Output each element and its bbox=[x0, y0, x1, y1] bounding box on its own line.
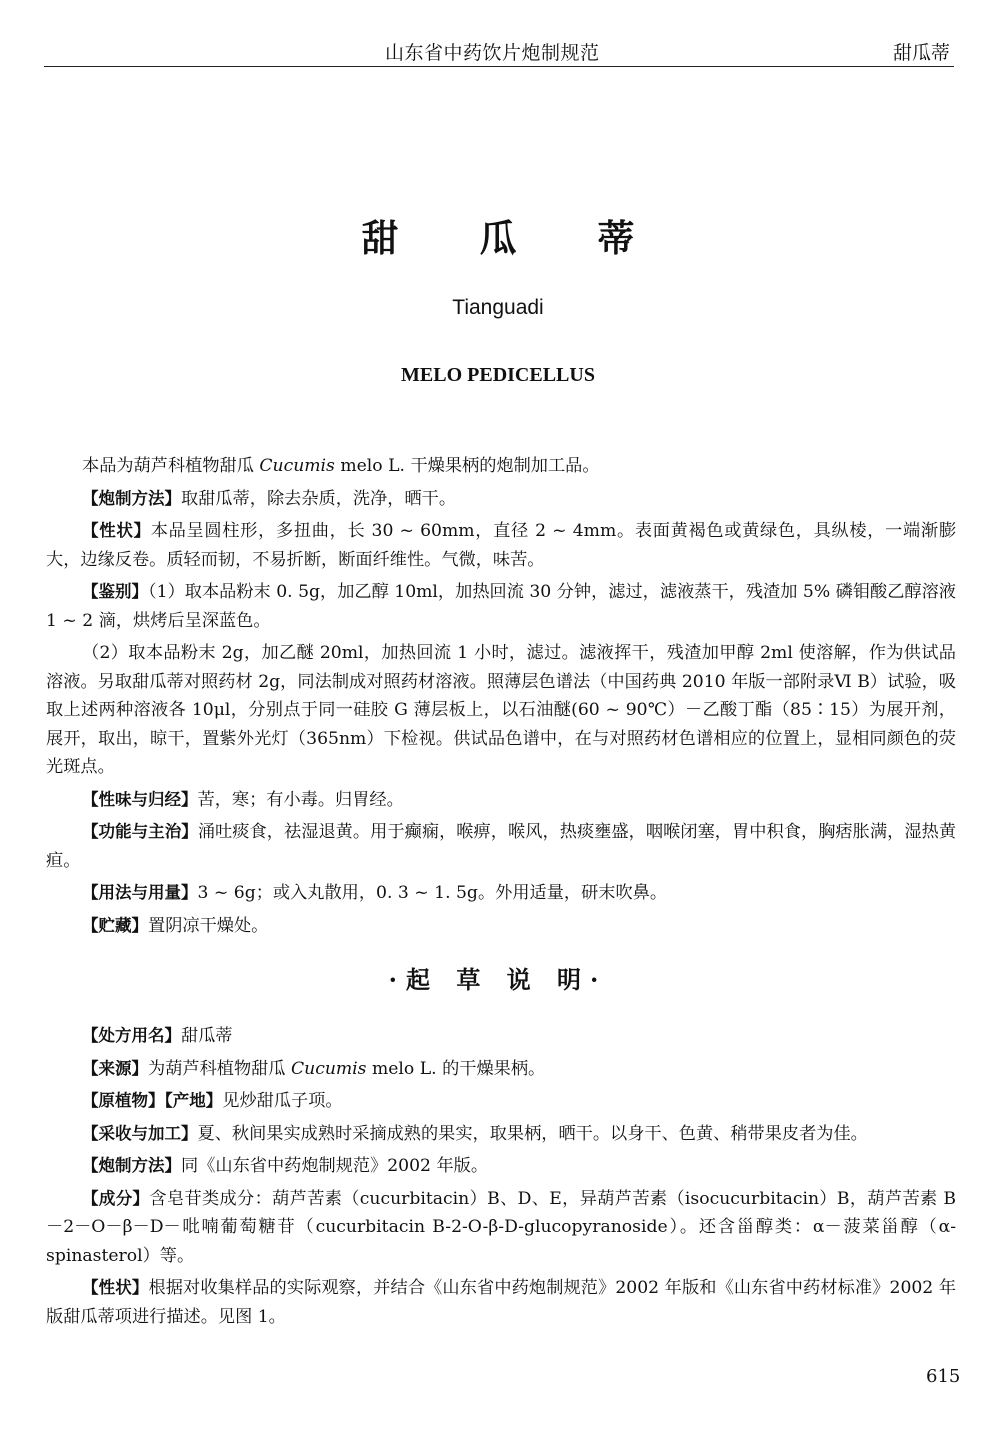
prescription-name-text: 甜瓜蒂 bbox=[181, 1026, 233, 1046]
intro-text: 本品为葫芦科植物甜瓜 bbox=[82, 456, 260, 476]
intro-text-end: melo L. 干燥果柄的炮制加工品。 bbox=[334, 456, 600, 476]
drafting-processing-label: 【炮制方法】 bbox=[82, 1156, 181, 1175]
harvest-label: 【采收与加工】 bbox=[82, 1123, 198, 1143]
usage-text: 3 ~ 6g；或入丸散用，0. 3 ~ 1. 5g。外用适量，研末吹鼻。 bbox=[197, 883, 668, 903]
usage-paragraph bbox=[46, 879, 956, 908]
header-rule bbox=[44, 66, 954, 67]
harvest-text: 夏、秋间果实成熟时采摘成熟的果实，取果柄，晒干。以身干、色黄、稍带果皮者为佳。 bbox=[197, 1123, 868, 1144]
processing-label: 【炮制方法】 bbox=[82, 488, 181, 508]
character-paragraph bbox=[46, 517, 956, 574]
processing-text: 取甜瓜蒂，除去杂质，洗净，晒干。 bbox=[181, 488, 457, 509]
source-text-end: melo L. 的干燥果柄。 bbox=[366, 1058, 546, 1079]
drafting-processing-paragraph bbox=[46, 1152, 956, 1181]
storage-label: 【贮藏】 bbox=[82, 915, 148, 935]
latin-title: MELO PEDICELLUS bbox=[401, 364, 595, 386]
identification-label: 【鉴别】 bbox=[82, 582, 149, 601]
prescription-name-label: 【处方用名】 bbox=[82, 1026, 181, 1045]
functions-paragraph bbox=[46, 818, 956, 875]
origin-text: 见炒甜瓜子项。 bbox=[222, 1091, 343, 1111]
intro-paragraph bbox=[46, 452, 956, 481]
character-label: 【性状】 bbox=[82, 521, 151, 540]
identification-paragraph-1 bbox=[46, 578, 956, 635]
origin-label: 【原植物】【产地】 bbox=[82, 1091, 223, 1110]
intro-genus: Cucumis bbox=[259, 456, 335, 476]
source-genus: Cucumis bbox=[290, 1058, 367, 1079]
identification-text-1: （1）取本品粉末 0. 5g，加乙醇 10ml，加热回流 30 分钟，滤过，滤液蒸干，残渣加 5% 磷钼酸乙醇溶液 1 ~ 2 滴，烘烤后呈深蓝色。 bbox=[46, 582, 956, 631]
running-header-title: 山东省中药饮片炮制规范 bbox=[385, 42, 600, 64]
functions-text: 涌吐痰食，祛湿退黄。用于癫痫，喉痹，喉风，热痰壅盛，咽喉闭塞，胃中积食，胸痞胀满，湿热黄疸。 bbox=[46, 822, 957, 871]
processing-paragraph bbox=[46, 485, 956, 514]
running-header-entry: 甜瓜蒂 bbox=[893, 42, 951, 64]
drafting-character-paragraph bbox=[46, 1274, 956, 1331]
drafting-processing-text: 同《山东省中药炮制规范》2002 年版。 bbox=[181, 1156, 489, 1176]
identification-paragraph-2: （2）取本品粉末 2g，加乙醚 20ml，加热回流 1 小时，滤过。滤液挥干，残渣加甲醇 2ml 使溶解，作为供试品溶液。另取甜瓜蒂对照药材 2g，同法制成对照药材溶液。照薄层色谱法（中国药典 2010 年版一部附录Ⅵ B）试验，吸取上述两种溶液各 10μl，分别点于同一硅胶 G 薄层板上，以石油醚(60 ~ 90℃）－乙酸丁酯（85∶15）为展开剂，展开，取出，晾干，置紫外光灯（365nm）下检视。供试品色谱中，在与对照药材色谱相应的位置上，显相同颜色的荧光斑点。 bbox=[46, 643, 956, 777]
drafting-notes-heading: ·起 草 说 明· bbox=[388, 965, 608, 994]
taste-meridian-text: 苦，寒；有小毒。归胃经。 bbox=[197, 789, 404, 810]
usage-label: 【用法与用量】 bbox=[82, 883, 198, 902]
components-text: 含皂苷类成分：葫芦苦素（cucurbitacin）B、D、E，异葫芦苦素（isocucurbitacin）B，葫芦苦素 B－2－O－β－D－吡喃葡萄糖苷（cucurbitacin B-2-O-β-D-glucopyranoside）。还含甾醇类：α－菠菜甾醇（α-spinasterol）等。 bbox=[46, 1188, 956, 1266]
taste-meridian-label: 【性味与归经】 bbox=[82, 789, 198, 809]
components-label: 【成分】 bbox=[82, 1188, 150, 1208]
drafting-character-label: 【性状】 bbox=[82, 1278, 149, 1297]
taste-meridian-paragraph bbox=[46, 786, 956, 815]
source-paragraph bbox=[46, 1055, 956, 1084]
page-title: 甜 瓜 蒂 bbox=[361, 217, 657, 260]
harvest-paragraph bbox=[46, 1120, 956, 1149]
components-paragraph bbox=[46, 1185, 956, 1271]
functions-label: 【功能与主治】 bbox=[82, 822, 198, 841]
drafting-notes-body bbox=[46, 1022, 956, 1335]
source-text: 为葫芦科植物甜瓜 bbox=[148, 1058, 291, 1079]
source-label: 【来源】 bbox=[82, 1058, 148, 1078]
storage-text: 置阴凉干燥处。 bbox=[148, 915, 269, 936]
drafting-character-text: 根据对收集样品的实际观察，并结合《山东省中药炮制规范》2002 年版和《山东省中药材标准》2002 年版甜瓜蒂项进行描述。见图 1。 bbox=[46, 1278, 957, 1327]
origin-paragraph bbox=[46, 1087, 956, 1116]
monograph-body bbox=[46, 452, 956, 944]
pinyin-title: Tianguadi bbox=[452, 296, 544, 319]
storage-paragraph bbox=[46, 912, 956, 941]
page-number: 615 bbox=[926, 1366, 961, 1387]
prescription-name-paragraph bbox=[46, 1022, 956, 1051]
character-text: 本品呈圆柱形，多扭曲，长 30 ~ 60mm，直径 2 ~ 4mm。表面黄褐色或黄绿色，具纵棱，一端渐膨大，边缘反卷。质轻而韧，不易折断，断面纤维性。气微，味苦。 bbox=[46, 521, 957, 570]
